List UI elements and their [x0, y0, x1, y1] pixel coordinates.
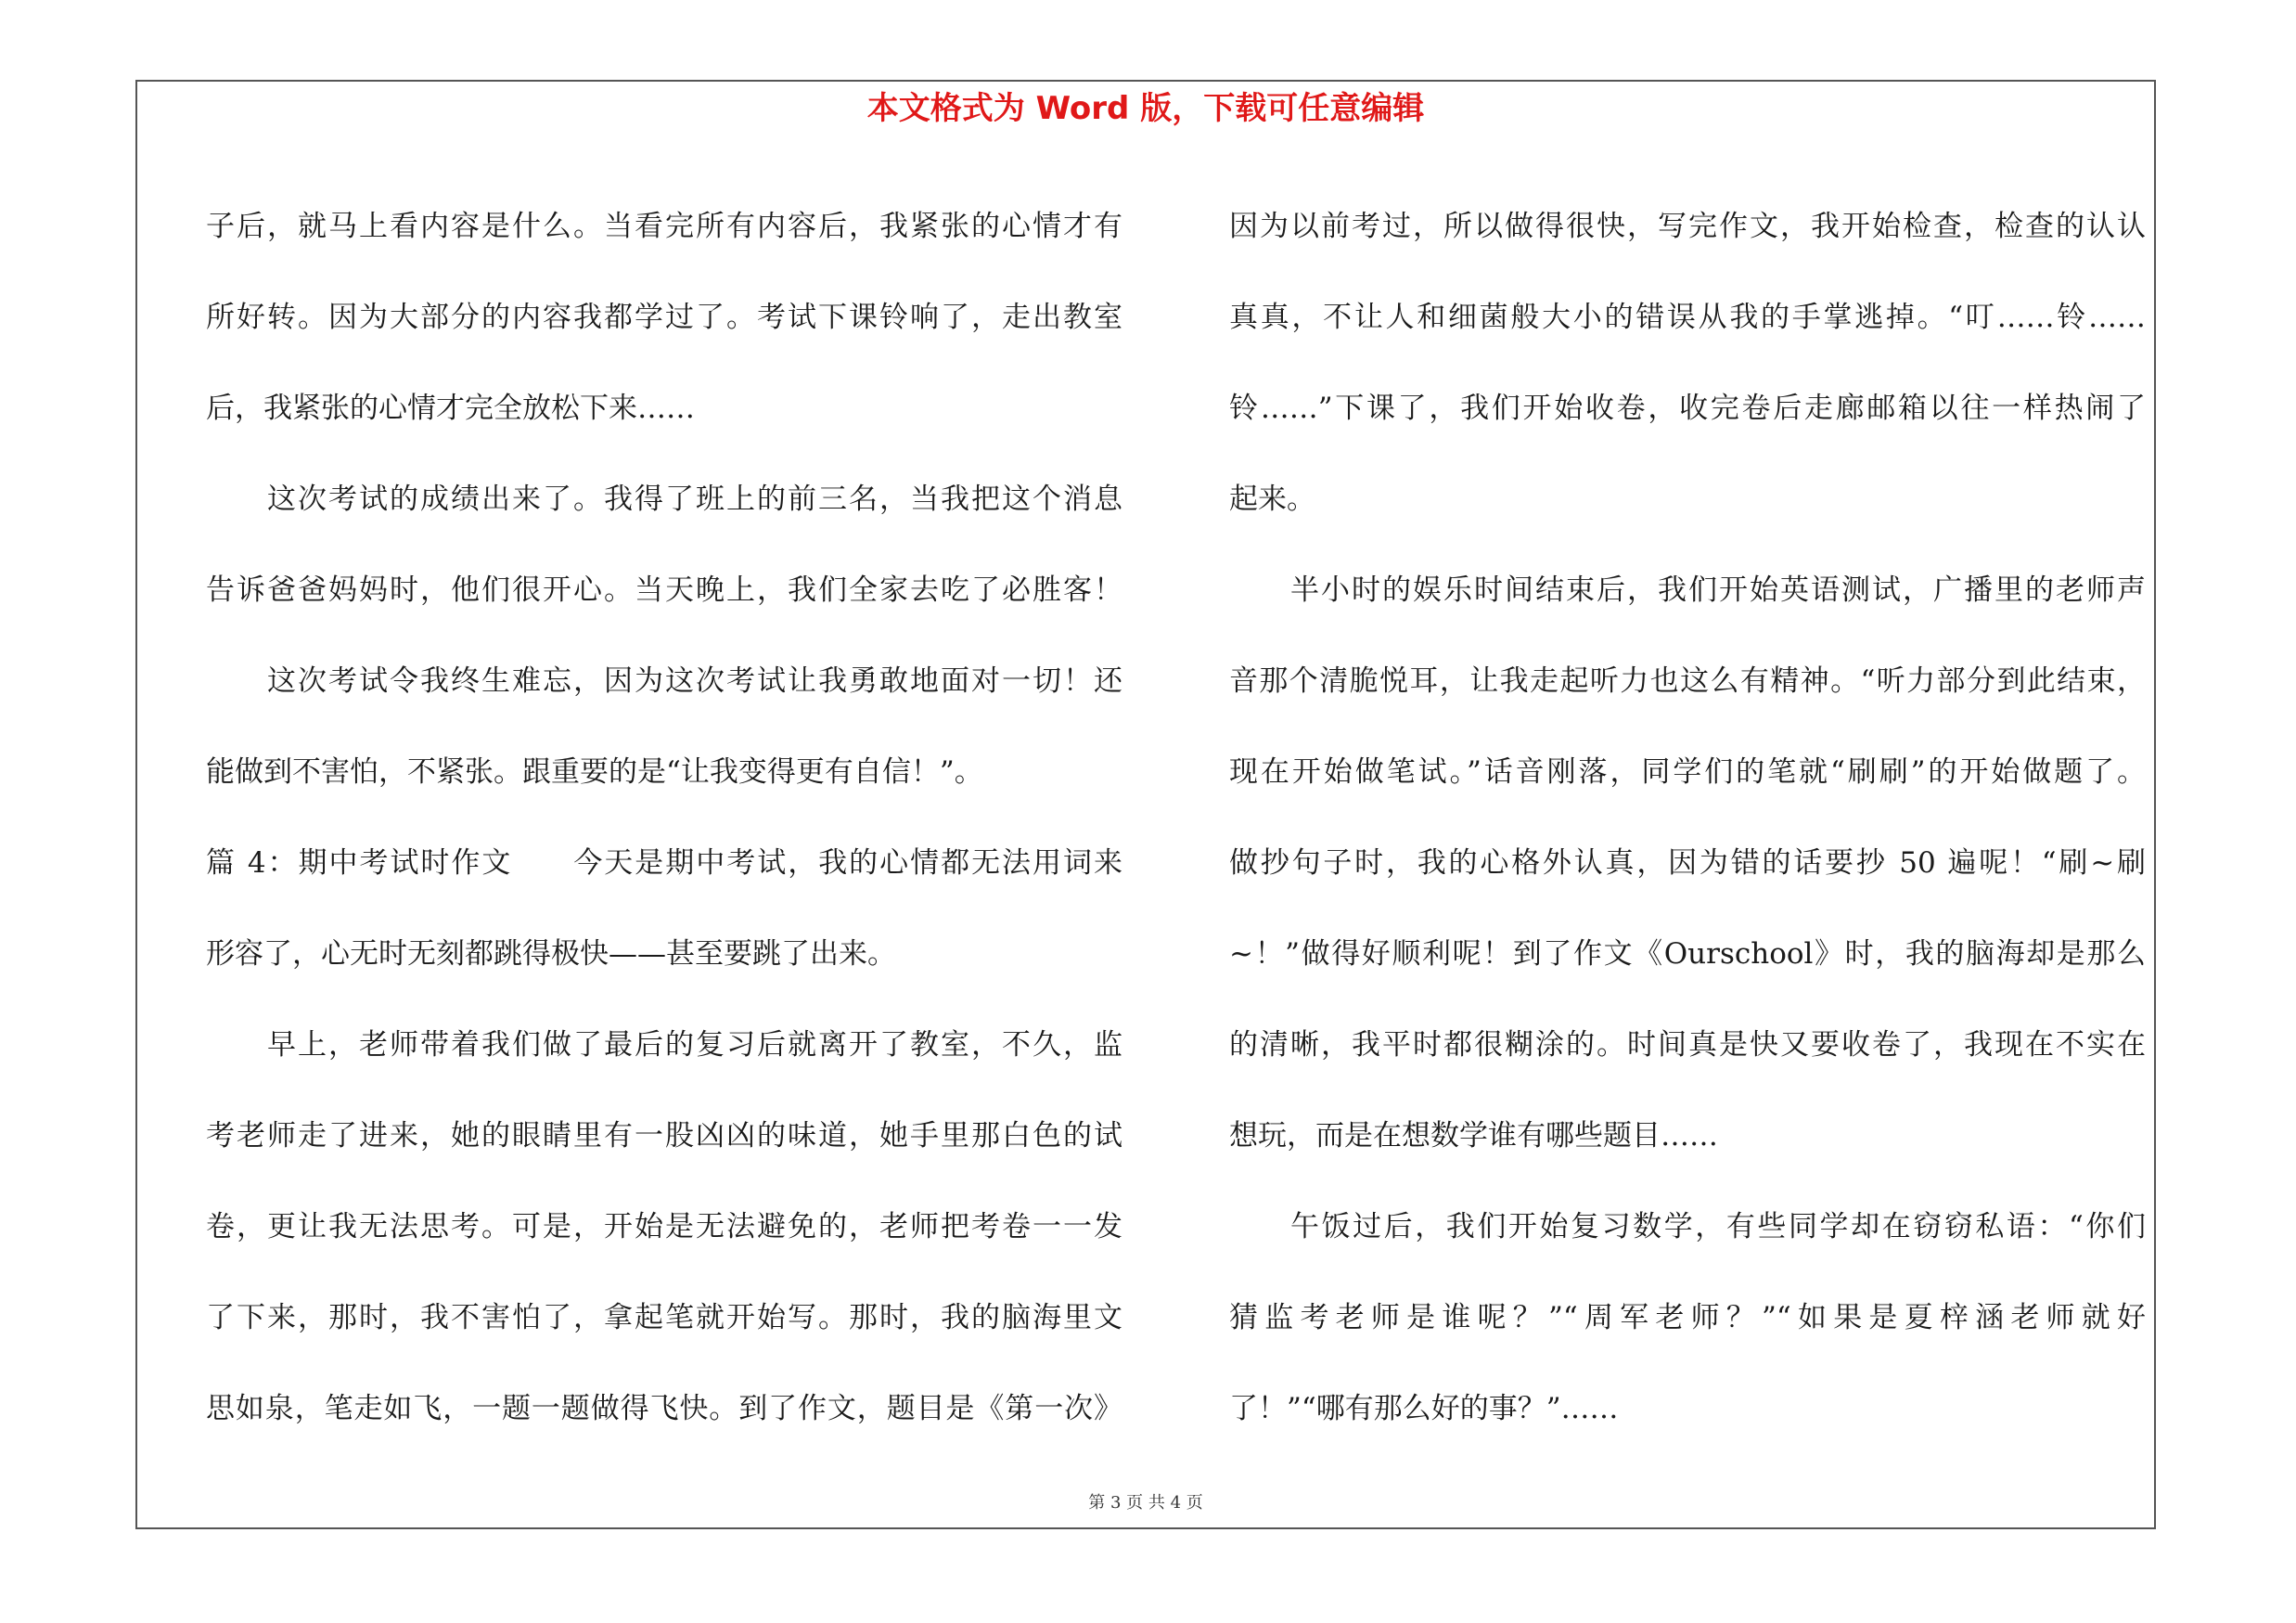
- text-line: 了下来，那时，我不害怕了，拿起笔就开始写。那时，我的脑海里文: [206, 1301, 1122, 1334]
- text-line: 能做到不害怕，不紧张。跟重要的是“让我变得更有自信！”。: [206, 755, 983, 789]
- text-line: 因为以前考过，所以做得很快，写完作文，我开始检查，检查的认认: [1229, 210, 2146, 243]
- text-line: 的清晰，我平时都很糊涂的。时间真是快又要收卷了，我现在不实在: [1229, 1028, 2146, 1062]
- text-line: 卷，更让我无法思考。可是，开始是无法避免的，老师把考卷一一发: [206, 1210, 1122, 1243]
- text-line: 形容了，心无时无刻都跳得极快——甚至要跳了出来。: [206, 937, 896, 971]
- text-line: 子后，就马上看内容是什么。当看完所有内容后，我紧张的心情才有: [206, 210, 1122, 243]
- page-header-title: 本文格式为 Word 版，下载可任意编辑: [866, 90, 1425, 127]
- text-line: 午饭过后，我们开始复习数学，有些同学却在窃窃私语：“你们: [1290, 1210, 2146, 1243]
- left-text-column: [206, 181, 1122, 1454]
- text-line: 告诉爸爸妈妈时，他们很开心。当天晚上，我们全家去吃了必胜客！: [206, 573, 1122, 607]
- text-line: 猜监考老师是谁呢？”“周军老师？”“如果是夏梓涵老师就好: [1229, 1301, 2146, 1334]
- text-line: 考老师走了进来，她的眼睛里有一股凶凶的味道，她手里那白色的试: [206, 1119, 1122, 1153]
- text-line: 想玩，而是在想数学谁有哪些题目……: [1229, 1119, 1718, 1153]
- text-line: 篇 4：期中考试时作文 今天是期中考试，我的心情都无法用词来: [206, 846, 1122, 880]
- text-line: 这次考试令我终生难忘，因为这次考试让我勇敢地面对一切！还: [267, 664, 1122, 698]
- page-number-footer: 第 3 页 共 4 页: [1088, 1493, 1203, 1513]
- text-line: 铃……”下课了，我们开始收卷，收完卷后走廊邮箱以往一样热闹了: [1229, 392, 2146, 425]
- text-line: 做抄句子时，我的心格外认真，因为错的话要抄 50 遍呢！“刷~刷: [1229, 846, 2146, 880]
- text-line: 起来。: [1229, 483, 1315, 516]
- text-line: ~！”做得好顺利呢！到了作文《Ourschool》时，我的脑海却是那么: [1229, 937, 2146, 971]
- text-line: 现在开始做笔试。”话音刚落，同学们的笔就“刷刷”的开始做题了。: [1229, 755, 2146, 789]
- text-line: 真真，不让人和细菌般大小的错误从我的手掌逃掉。“叮……铃……: [1229, 301, 2146, 334]
- right-text-column: [1229, 181, 2146, 1454]
- text-line: 音那个清脆悦耳，让我走起听力也这么有精神。“听力部分到此结束，: [1229, 664, 2146, 698]
- text-line: 半小时的娱乐时间结束后，我们开始英语测试，广播里的老师声: [1290, 573, 2146, 607]
- text-line: 这次考试的成绩出来了。我得了班上的前三名，当我把这个消息: [267, 483, 1122, 516]
- text-line: 后，我紧张的心情才完全放松下来……: [206, 392, 695, 425]
- text-line: 思如泉，笔走如飞，一题一题做得飞快。到了作文，题目是《第一次》: [206, 1392, 1122, 1425]
- text-line: 早上，老师带着我们做了最后的复习后就离开了教室，不久，监: [267, 1028, 1122, 1062]
- text-line: 所好转。因为大部分的内容我都学过了。考试下课铃响了，走出教室: [206, 301, 1122, 334]
- text-line: 了！”“哪有那么好的事？”……: [1229, 1392, 1619, 1425]
